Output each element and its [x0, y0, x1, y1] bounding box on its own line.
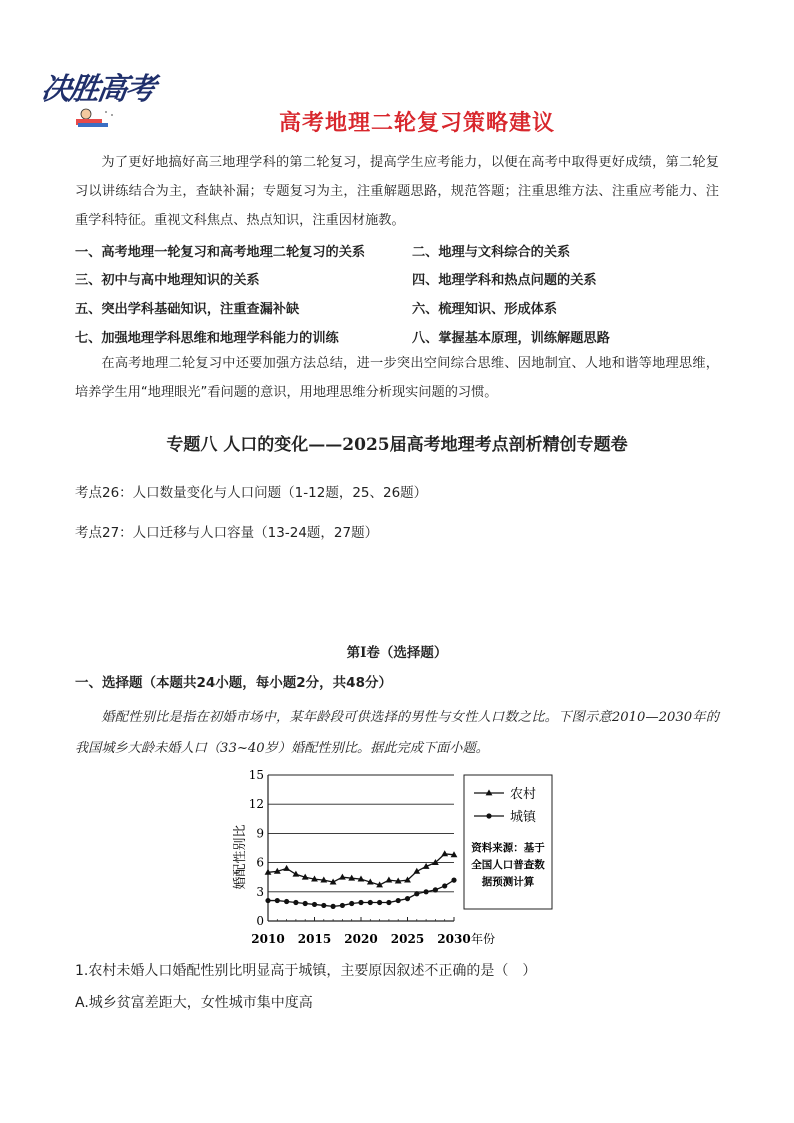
chart-axes — [268, 775, 454, 921]
data-point — [339, 874, 346, 880]
y-tick-label: 0 — [256, 914, 264, 928]
x-axis-label: 年份 — [471, 932, 496, 946]
data-point — [321, 903, 326, 908]
y-tick-label: 9 — [256, 826, 264, 841]
volume-title: 第Ⅰ卷（选择题） — [346, 645, 448, 661]
source-note-line: 全国人口普查数 — [471, 859, 545, 871]
data-point — [283, 865, 290, 871]
series-rural — [265, 850, 458, 887]
data-point — [442, 883, 447, 888]
data-point — [451, 878, 456, 883]
data-point — [303, 901, 308, 906]
chart-grid — [268, 775, 454, 921]
strategy-item-1: 一、高考地理一轮复习和高考地理二轮复习的关系 — [75, 245, 366, 260]
chart-legend — [464, 775, 552, 909]
series-urban — [265, 878, 456, 909]
exam-point-27: 考点27：人口迁移与人口容量（13-24题，27题） — [75, 525, 379, 541]
chart-series — [265, 850, 458, 909]
x-tick-label: 2020 — [344, 932, 378, 946]
legend-label: 城镇 — [510, 810, 537, 825]
data-point — [284, 899, 289, 904]
strategy-item-5: 五、突出学科基础知识，注重查漏补缺 — [75, 302, 300, 317]
data-point — [386, 877, 393, 883]
data-point — [368, 900, 373, 905]
data-point — [433, 887, 438, 892]
question-intro: 婚配性别比是指在初婚市场中，某年龄段可供选择的男性与女性人口数之比。下图示意2010—2030年的我国城乡大龄未婚人口（33~40岁）婚配性别比。据此完成下面小题。 — [75, 710, 719, 756]
section-title: 一、选择题（本题共24小题，每小题2分，共48分） — [75, 675, 392, 691]
strategy-item-7: 七、加强地理学科思维和地理学科能力的训练 — [75, 331, 339, 346]
data-point — [340, 903, 345, 908]
data-point — [424, 889, 429, 894]
data-point — [441, 850, 448, 856]
legend-marker — [486, 813, 491, 818]
data-point — [358, 900, 363, 905]
logo-text: 决胜高考 — [39, 72, 156, 107]
y-axis-label: 婚配性别比 — [233, 824, 248, 890]
question-1-option-a[interactable]: A.城乡贫富差距大，女性城市集中度高 — [75, 995, 313, 1011]
x-tick-labels — [251, 932, 470, 946]
exam-point-26: 考点26：人口数量变化与人口问题（1-12题，25、26题） — [75, 485, 428, 501]
source-note-line: 资料来源：基于 — [471, 842, 545, 854]
strategy-item-8: 八、掌握基本原理，训练解题思路 — [412, 331, 610, 346]
closing-paragraph: 在高考地理二轮复习中还要加强方法总结，进一步突出空间综合思维、因地制宜、人地和谐等地理思维，培养学生用“地理眼光”看问题的意识，用地理思维分析现实问题的习惯。 — [75, 356, 719, 400]
exam-title: 专题八 人口的变化——2025届高考地理考点剖析精创专题卷 — [166, 435, 628, 455]
data-point — [377, 900, 382, 905]
data-point — [396, 898, 401, 903]
strategy-item-4: 四、地理学科和热点问题的关系 — [412, 273, 597, 288]
strategy-item-2: 二、地理与文科综合的关系 — [412, 245, 571, 260]
data-point — [405, 896, 410, 901]
y-tick-labels — [249, 768, 264, 928]
y-tick-label: 6 — [256, 855, 264, 870]
x-tick-label: 2030 — [437, 932, 471, 946]
y-tick-label: 3 — [256, 884, 264, 899]
data-point — [349, 901, 354, 906]
data-point — [312, 902, 317, 907]
data-point — [331, 904, 336, 909]
strategy-item-6: 六、梳理知识、形成体系 — [412, 302, 558, 317]
strategy-item-3: 三、初中与高中地理知识的关系 — [75, 273, 260, 288]
data-point — [293, 871, 300, 877]
data-point — [275, 898, 280, 903]
y-tick-label: 15 — [248, 768, 264, 782]
x-tick-label: 2025 — [390, 932, 425, 946]
page-title: 高考地理二轮复习策略建议 — [278, 111, 555, 136]
source-note-line: 据预测计算 — [481, 876, 535, 888]
x-tick-label: 2015 — [297, 932, 332, 946]
sex-ratio-chart — [228, 762, 558, 952]
y-tick-label: 12 — [248, 797, 264, 812]
question-1: 1.农村未婚人口婚配性别比明显高于城镇，主要原因叙述不正确的是（ ） — [75, 963, 537, 979]
x-tick-label: 2010 — [251, 932, 285, 946]
data-point — [414, 891, 419, 896]
intro-paragraph: 为了更好地搞好高三地理学科的第二轮复习，提高学生应考能力，以便在高考中取得更好成绩，第二轮复习以讲练结合为主，查缺补漏；专题复习为主，注重解题思路，规范答题；注重思维方法、注重应考能力、注重学科特征。重视文科焦点、热点知识，注重因材施教。 — [75, 155, 719, 228]
data-point — [265, 898, 270, 903]
legend-label: 农村 — [510, 787, 537, 802]
data-point — [386, 900, 391, 905]
data-point — [293, 900, 298, 905]
